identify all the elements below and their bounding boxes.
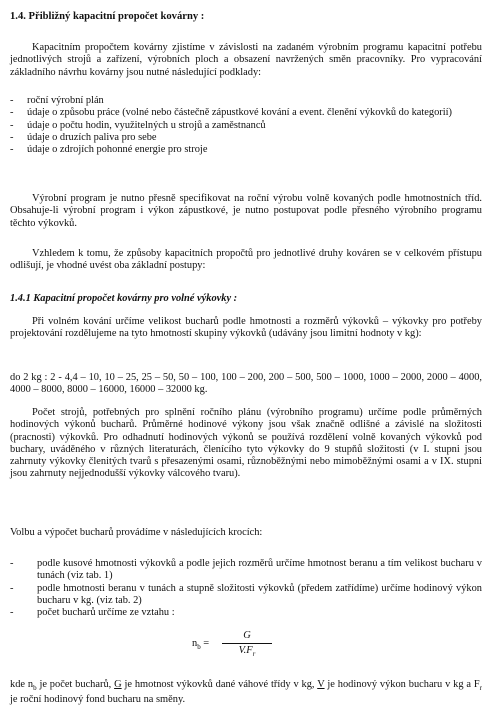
- approach-paragraph: Vzhledem k tomu, že způsoby kapacitních propočtů pro jednotlivé druhy kováren se v celkovém přístupu odlišují, je vhodné uvést oba základní postupy:: [10, 248, 482, 272]
- fraction-bar: [222, 643, 272, 644]
- section-heading: 1.4. Přibližný kapacitní propočet kovárny :: [10, 11, 205, 22]
- list-item: - počet bucharů určíme ze vztahu :: [10, 607, 482, 619]
- formula-lhs: $n_b$ =: [192, 638, 210, 652]
- formula-denominator: $V.F_r$: [238, 645, 256, 659]
- hammer-count-formula: [192, 630, 312, 660]
- list-item: - údaje o zdrojích pohonné energie pro stroje: [10, 144, 482, 156]
- list-item: - údaje o způsobu práce (volné nebo částečně zápustkové kování a event. členění výkovků do kategorií): [10, 107, 482, 119]
- weight-classes-paragraph: do 2 kg : 2 - 4,4 – 10, 10 – 25, 25 – 50, 50 – 100, 100 – 200, 200 – 500, 500 – 1000, 1000 – 2000, 2000 – 4000, 4000 – 8000, 8000 – 16000, 16000 – 32000 kg.: [10, 372, 482, 396]
- program-paragraph: Výrobní program je nutno přesně specifikovat na roční výrobu volně kovaných podle hmotnostních tříd. Obsahuje-li výrobní program i výkon zápustkové, je nutno postupovat podle přesného výrobního programu těchto výkovků.: [10, 193, 482, 229]
- steps-list: [10, 558, 482, 619]
- formula-fraction: [222, 630, 272, 660]
- steps-intro-paragraph: Volbu a výpočet bucharů provádíme v následujících krocích:: [10, 527, 263, 538]
- basis-list: [10, 95, 482, 156]
- free-forging-paragraph: Při volném kování určíme velikost bucharů podle hmotnosti a rozměrů výkovků – výkovky pro potřeby projektování rozdělujeme na tyto hmotností skupiny výkovků (udávány jsou limitní hodnoty v kg):: [10, 316, 482, 340]
- list-item: - podle hmotnosti beranu v tunách a stupně složitosti výkovků (předem zatřídíme) určíme hodinový výkon bucharu v kg. (viz tab. 2): [10, 583, 482, 608]
- list-item: - podle kusové hmotnosti výkovků a podle jejich rozměrů určíme hmotnost beranu a tím velikost bucharu v tunách (viz tab. 1): [10, 558, 482, 583]
- variables-explanation: kde $n_b$ je počet bucharů, G je hmotnost výkovků dané váhové třídy v kg, V je hodinový výkon bucharu v kg a $F_r$ je roční hodinový fond bucharu na směny.: [10, 679, 482, 706]
- list-item: - údaje o počtu hodin, využitelných u strojů a zaměstnanců: [10, 120, 482, 132]
- list-item: - údaje o druzích paliva pro sebe: [10, 132, 482, 144]
- subsection-heading: 1.4.1 Kapacitní propočet kovárny pro volné výkovky :: [10, 293, 238, 304]
- intro-paragraph: Kapacitním propočtem kovárny zjistíme v závislosti na zadaném výrobním programu kapacitní potřebu jednotlivých strojů a zařízení, výrobních ploch a obsazení navržených směn pracovníky. Pro vypracování základního návrhu kovárny jsou nutné následující podklady:: [10, 42, 482, 78]
- machine-count-paragraph: Počet strojů, potřebných pro splnění ročního plánu (výrobního programu) určíme podle průměrných hodinových výkonů bucharů. Průměrné hodinové výkony jsou však značně odlišné a závislé na složitosti (pracnosti) výkovků. Pro odhadnutí hodinových výkonů se používá rozdělení volně kovaných výkovků pod buchary, uváděného v různých literaturách, členícího tyto výkovky do 9 stupňů složitosti (v I. stupni jsou zahrnuty výkovky členitých tvarů s přesazenými osami, různoběžnými nebo mimoběžnými osami a v IX. stupni jsou zahrnuty nejjednodušší výkovky válcového tvaru).: [10, 407, 482, 480]
- list-item: - roční výrobní plán: [10, 95, 482, 107]
- formula-numerator: G: [243, 630, 251, 641]
